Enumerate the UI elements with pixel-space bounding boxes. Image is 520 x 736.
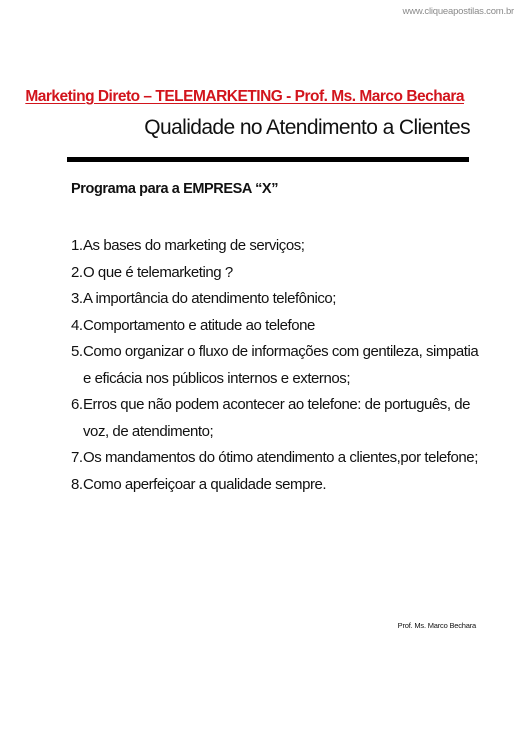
page-title: Qualidade no Atendimento a Clientes — [144, 116, 470, 139]
list-item — [71, 445, 481, 472]
program-heading: Programa para a EMPRESA “X” — [71, 181, 279, 197]
list-item-number: 5. — [71, 343, 83, 360]
list-item-text: Como aperfeiçoar a qualidade sempre. — [83, 475, 327, 493]
list-item-number: 6. — [71, 396, 83, 413]
list-item-number: 4. — [71, 316, 83, 334]
title-divider — [67, 157, 469, 162]
list-item — [71, 472, 481, 499]
course-header: Marketing Direto – TELEMARKETING - Prof. Ms. Marco Bechara — [25, 88, 464, 105]
topic-list — [71, 233, 481, 498]
list-item-text: As bases do marketing de serviços; — [83, 237, 305, 254]
list-item — [71, 260, 481, 287]
list-item-text: Comportamento e atitude ao telefone — [83, 316, 315, 334]
list-item-text: Como organizar o fluxo de informações com gentileza, simpatia e eficácia nos públicos internos e externos; — [83, 343, 479, 387]
list-item-text: O que é telemarketing ? — [83, 263, 233, 281]
list-item — [71, 286, 481, 313]
list-item-text: A importância do atendimento telefônico; — [83, 290, 337, 307]
list-item-text: Os mandamentos do ótimo atendimento a clientes,por telefone; — [83, 449, 478, 466]
list-item — [71, 339, 481, 392]
list-item-number: 3. — [71, 290, 83, 307]
site-watermark: www.cliqueapostilas.com.br — [402, 6, 514, 17]
list-item-number: 1. — [71, 237, 83, 254]
list-item-number: 8. — [71, 475, 83, 493]
list-item-text: Erros que não podem acontecer ao telefone: de português, de voz, de atendimento; — [83, 396, 471, 440]
footer-author: Prof. Ms. Marco Bechara — [397, 621, 476, 630]
list-item-number: 7. — [71, 449, 83, 466]
list-item — [71, 233, 481, 260]
list-item — [71, 392, 481, 445]
list-item — [71, 313, 481, 340]
list-item-number: 2. — [71, 263, 83, 281]
